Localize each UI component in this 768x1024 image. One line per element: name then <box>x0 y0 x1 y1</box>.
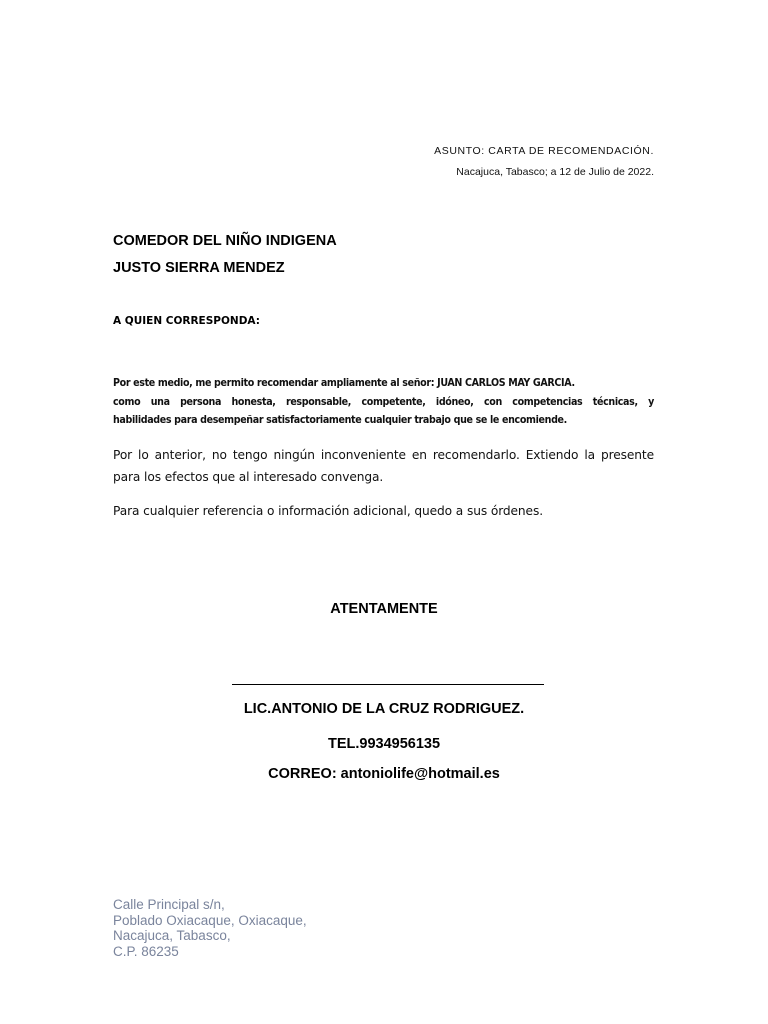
recommendation-paragraph <box>113 374 654 430</box>
paragraph-line: como una persona honesta, responsable, competente, idóneo, con competencias técnicas, y <box>113 395 654 408</box>
paragraph-line: habilidades para desempeñar satisfactoriamente cualquier trabajo que se le encomiende. <box>113 414 567 426</box>
reference-paragraph: Para cualquier referencia o información adicional, quedo a sus órdenes. <box>113 504 543 518</box>
closing: ATENTAMENTE <box>330 601 438 617</box>
letter-dateline: Nacajuca, Tabasco; a 12 de Julio de 2022. <box>456 166 654 178</box>
address-line: C.P. 86235 <box>113 943 179 959</box>
address-line: Nacajuca, Tabasco, <box>113 928 231 943</box>
recipient-organization: COMEDOR DEL NIÑO INDIGENA <box>113 233 337 249</box>
salutation: A QUIEN CORRESPONDA: <box>113 315 260 327</box>
footer-address <box>113 897 307 959</box>
recipient-school: JUSTO SIERRA MENDEZ <box>113 260 285 276</box>
address-line: Poblado Oxiacaque, Oxiacaque, <box>113 912 307 928</box>
signer-email: CORREO: antoniolife@hotmail.es <box>268 766 500 782</box>
signature-line <box>232 684 544 685</box>
address-line: Calle Principal s/n, <box>113 897 225 912</box>
no-objection-paragraph: Por lo anterior, no tengo ningún inconveniente en recomendarlo. Extiendo la presente para los efectos que al interesado convenga. <box>113 448 654 484</box>
signer-name: LIC.ANTONIO DE LA CRUZ RODRIGUEZ. <box>243 701 525 717</box>
paragraph-line: Por este medio, me permito recomendar ampliamente al señor: JUAN CARLOS MAY GARCIA. <box>113 377 575 389</box>
letter-subject: ASUNTO: CARTA DE RECOMENDACIÓN. <box>434 145 654 157</box>
signer-phone: TEL.9934956135 <box>327 736 441 752</box>
